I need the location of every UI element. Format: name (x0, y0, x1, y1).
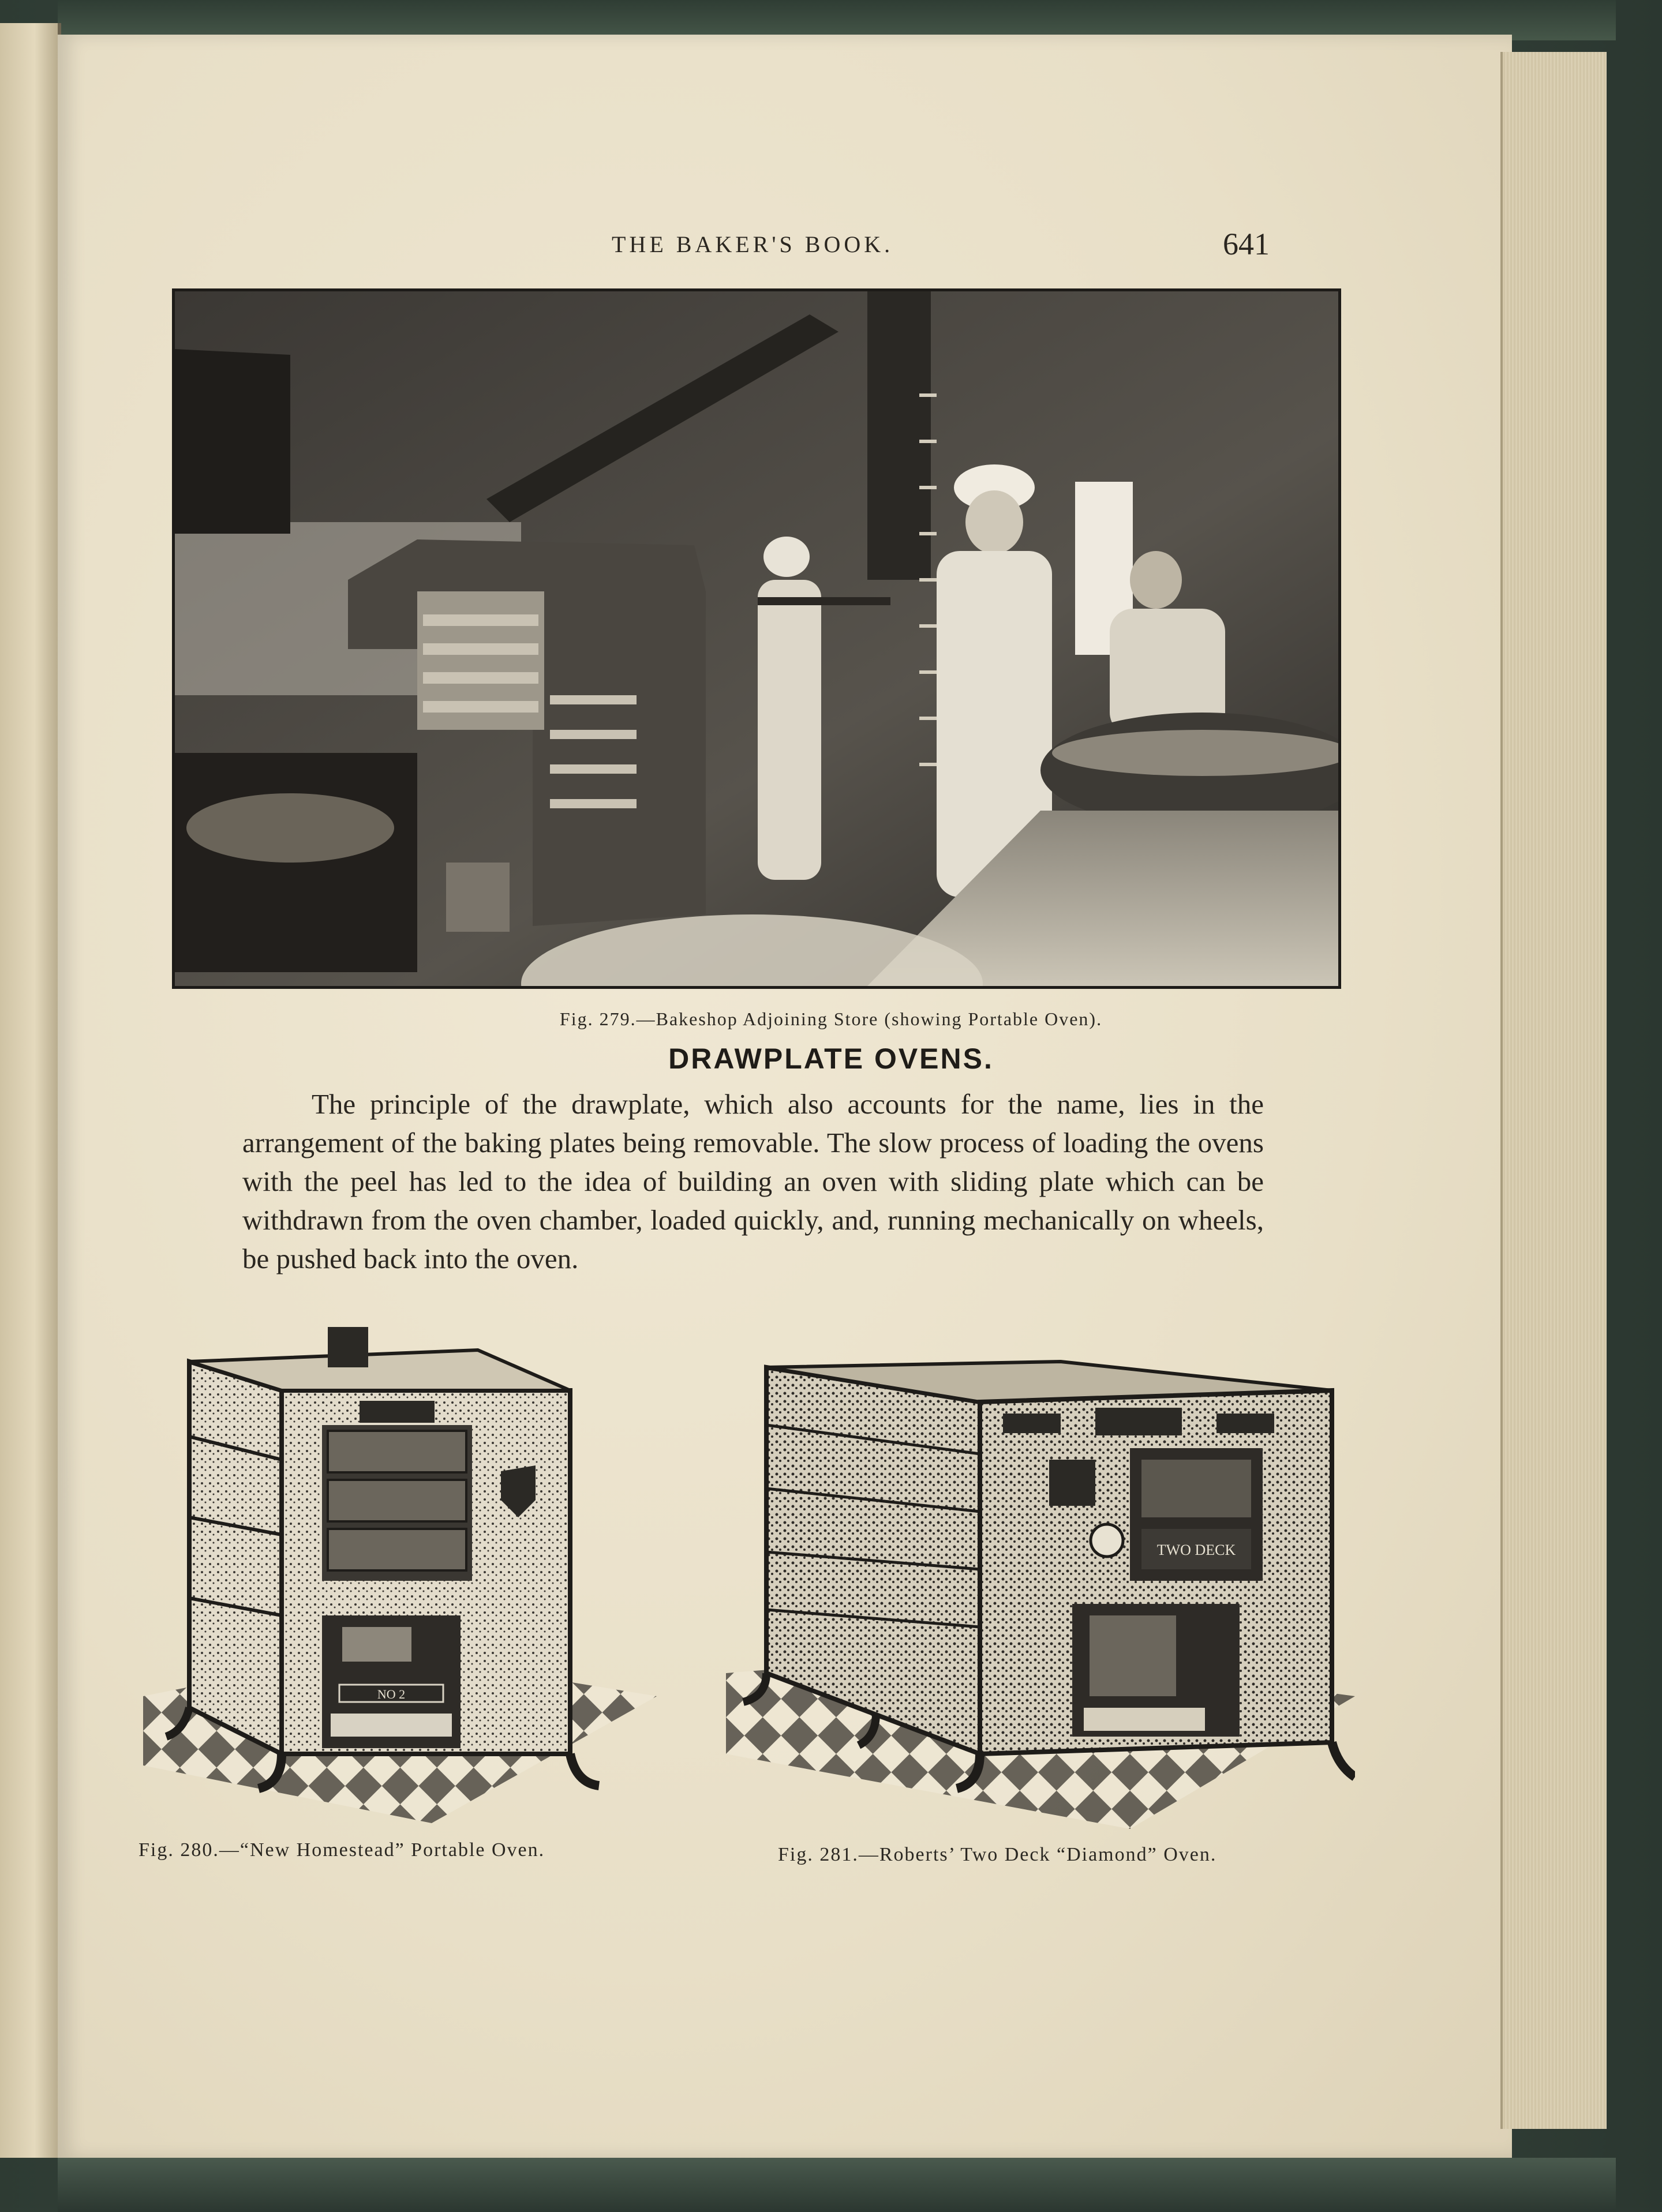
body-paragraph (242, 1085, 1264, 1278)
homestead-oven-illustration (143, 1327, 657, 1823)
two-deck-door-label: TWO DECK (1156, 1542, 1236, 1558)
page-stack-edges (1500, 52, 1607, 2129)
page-number: 641 (1223, 227, 1270, 261)
figure-281-caption: Fig. 281.—Roberts’ Two Deck “Diamond” Oven. (778, 1844, 1217, 1865)
figure-279-caption: Fig. 279.—Bakeshop Adjoining Store (showing Portable Oven). (559, 1008, 1103, 1029)
page-header (173, 226, 1270, 267)
book-binding-bottom (58, 2158, 1616, 2212)
two-deck-oven-illustration (726, 1350, 1355, 1829)
paragraph-text: The principle of the drawplate, which also accounts for the name, lies in the arrangement of the baking plates being removable. The slow process of loading the ovens with the peel has led to the idea of building an oven with sliding plate which can be withdrawn from the oven chamber, loaded quickly, and, running mechanically on wheels, be pushed back into the oven. (242, 1088, 1264, 1274)
figure-280-caption: Fig. 280.—“New Homestead” Portable Oven. (138, 1839, 545, 1861)
running-title: THE BAKER'S BOOK. (612, 231, 894, 257)
facing-page-edge (0, 23, 61, 2158)
bakeshop-photograph (172, 288, 1341, 989)
oven-plate-label: NO 2 (377, 1687, 406, 1701)
section-title: DRAWPLATE OVENS. (668, 1043, 994, 1075)
